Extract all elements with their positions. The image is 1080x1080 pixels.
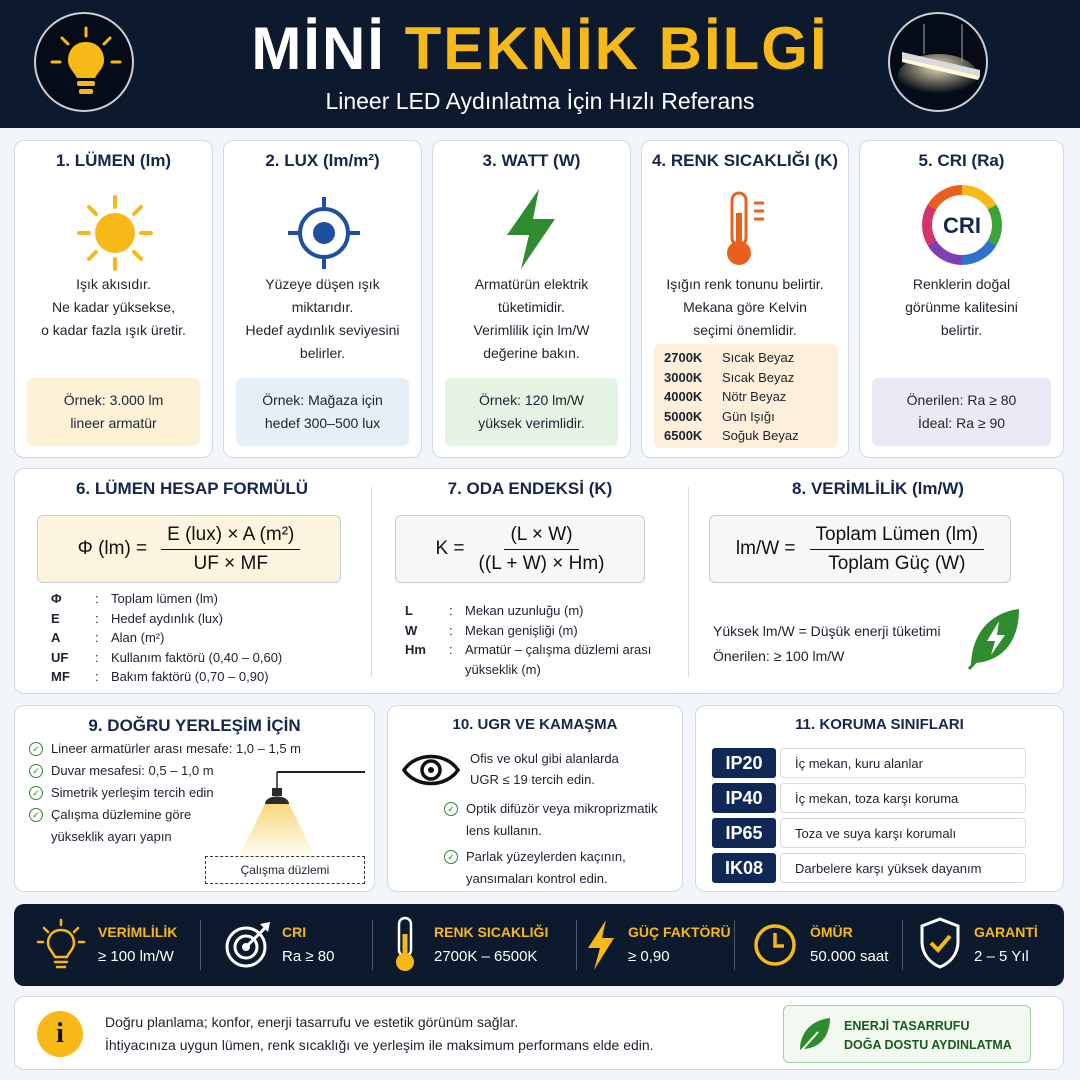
protection-card [695, 705, 1064, 892]
card-cri [859, 140, 1064, 458]
protection-row: IP65 Toza ve suya karşı korumalı [712, 818, 1026, 848]
cri-wheel-icon [922, 185, 1002, 265]
lumen-formula: Φ (lm) = $\frac{\text{E (lux) × A (m²)}}{UF \times MF}$ [37, 515, 341, 583]
thermometer-icon [390, 916, 420, 974]
card-lux [223, 140, 422, 458]
lumen-legend: Φ : Toplam lümen (lm) E : Hedef aydınlık (lux) A : Alan (m²) UF : Kullanım faktörü (0,40 – 0,60) MF : Bakım faktörü (0,70 – 0,90) [51, 591, 283, 684]
card-description: Yüzeye düşen ışık miktarıdır. Hedef aydınlık seviyesini belirler. [245, 276, 400, 361]
card-title: 3. WATT (W) [482, 151, 581, 170]
lumen-formula-title: 6. LÜMEN HESAP FORMÜLÜ [75, 479, 309, 498]
badge-line-1: ENERJİ TASARRUFU [844, 1019, 970, 1033]
formula-section [14, 468, 1064, 694]
ugr-intro: Ofis ve okul gibi alanlarda UGR ≤ 19 tercih edin. [470, 751, 619, 787]
eco-badge [783, 1005, 1031, 1063]
placement-title: 9. DOĞRU YERLEŞİM İÇİN [88, 716, 301, 735]
pendant-lamp-icon [237, 764, 367, 864]
card-watt [432, 140, 631, 458]
card-description: Işığın renk tonunu belirtir. Mekana göre Kelvin seçimi önemlidir. [666, 276, 824, 338]
header [0, 0, 1080, 128]
ugr-title: 10. UGR VE KAMAŞMA [452, 716, 618, 733]
leaf-icon [796, 1016, 834, 1054]
card-color-temperature [641, 140, 849, 458]
footer-text: Doğru planlama; konfor, enerji tasarrufu ve estetik görünüm sağlar. İhtiyacınıza uygun lümen, renk sıcaklığı ve yerleşim ile maksimum performans elde edin. [105, 1014, 654, 1053]
bulb-icon [36, 918, 86, 972]
page-subtitle: Lineer LED Aydınlatma İçin Hızlı Referans [325, 88, 755, 114]
target-icon [284, 193, 364, 273]
protection-row: IP40 İç mekan, toza karşı koruma [712, 783, 1026, 813]
stat-efficiency: VERİMLİLİK ≥ 100 lm/W [36, 904, 206, 986]
ugr-tip-2: ✓ Parlak yüzeylerden kaçının, yansımaları kontrol edin. [444, 846, 626, 889]
eye-icon [402, 750, 460, 790]
card-title: 4. RENK SICAKLIĞI (K) [651, 151, 839, 170]
card-description: Işık akısıdır. Ne kadar yüksekse, o kadar fazla ışık üretir. [41, 276, 186, 338]
placement-card [14, 705, 375, 892]
badge-line-2: DOĞA DOSTU AYDINLATMA [844, 1038, 1012, 1052]
stat-warranty: GARANTİ 2 – 5 Yıl [918, 904, 1058, 986]
lightning-icon [499, 187, 563, 271]
room-index-title: 7. ODA ENDEKSİ (K) [447, 479, 613, 498]
temperature-list: 2700K Sıcak Beyaz 3000K Sıcak Beyaz 4000K Nötr Beyaz 5000K Gün Işığı 6500K Soğuk Beyaz [654, 344, 838, 448]
linear-luminaire-icon [888, 12, 988, 112]
example-box: Örnek: 3.000 lm lineer armatür [27, 378, 200, 446]
placement-list: ✓ Lineer armatürler arası mesafe: 1,0 – 1,5 m ✓ Duvar mesafesi: 0,5 – 1,0 m ✓ Simetrik yerleşim tercih edin ✓ Çalışma düzlemine göre yükseklik ayarı yapın [29, 738, 301, 848]
shield-check-icon [918, 916, 962, 970]
stat-power-factor: GÜÇ FAKTÖRÜ ≥ 0,90 [584, 904, 734, 986]
room-index-legend: L : Mekan uzunluğu (m) W : Mekan genişliği (m) Hm : Armatür – çalışma düzlemi arası yükseklik (m) [405, 603, 652, 677]
sun-icon [75, 193, 155, 273]
room-index-formula: K = $\frac{(L \times W)}{((L + W) \times Hm)}$ [395, 515, 645, 583]
efficiency-title: 8. VERİMLİLİK (lm/W) [792, 479, 964, 498]
card-lumen [14, 140, 213, 458]
card-description: Renklerin doğal görünme kalitesini belirtir. [905, 276, 1018, 338]
work-plane-label: Çalışma düzlemi [205, 856, 365, 884]
protection-row: IP20 İç mekan, kuru alanlar [712, 748, 1026, 778]
page-title: MİNİ TEKNİK BİLGİ [251, 15, 829, 82]
footer-note [14, 996, 1064, 1070]
efficiency-notes: Yüksek lm/W = Düşük enerji tüketimi Önerilen: ≥ 100 lm/W [713, 623, 941, 664]
card-title: 1. LÜMEN (lm) [55, 151, 172, 170]
example-box: Örnek: 120 lm/W yüksek verimlidir. [445, 378, 618, 446]
example-box: Örnek: Mağaza için hedef 300–500 lux [236, 378, 409, 446]
protection-row: IK08 Darbelere karşı yüksek dayanım [712, 853, 1026, 883]
lightning-icon [584, 918, 618, 972]
ugr-card [387, 705, 683, 892]
info-icon: i [37, 1011, 83, 1057]
card-title: 5. CRI (Ra) [918, 151, 1005, 170]
example-box: Önerilen: Ra ≥ 80 İdeal: Ra ≥ 90 [872, 378, 1051, 446]
protection-title: 11. KORUMA SINIFLARI [795, 716, 964, 733]
card-title: 2. LUX (lm/m²) [265, 151, 380, 170]
efficiency-formula: lm/W = $\frac{\text{Toplam Lümen (lm)}}{\text{Toplam Güç (W)}}$ [709, 515, 1011, 583]
ugr-tip-1: ✓ Optik difüzör veya mikroprizmatik lens kullanın. [444, 798, 657, 841]
eco-leaf-icon [965, 605, 1023, 671]
stat-color-temperature: RENK SICAKLIĞI 2700K – 6500K [390, 904, 575, 986]
stat-cri: CRI Ra ≥ 80 [224, 904, 364, 986]
stats-bar [14, 904, 1064, 986]
svg-text:CRI: CRI [943, 213, 981, 238]
target-arrow-icon [224, 920, 272, 970]
stat-lifetime: ÖMÜR 50.000 saat [752, 904, 902, 986]
thermometer-icon [722, 189, 772, 269]
card-description: Armatürün elektrik tüketimidir. Verimlilik için lm/W değerine bakın. [473, 276, 590, 361]
clock-icon [752, 922, 798, 968]
